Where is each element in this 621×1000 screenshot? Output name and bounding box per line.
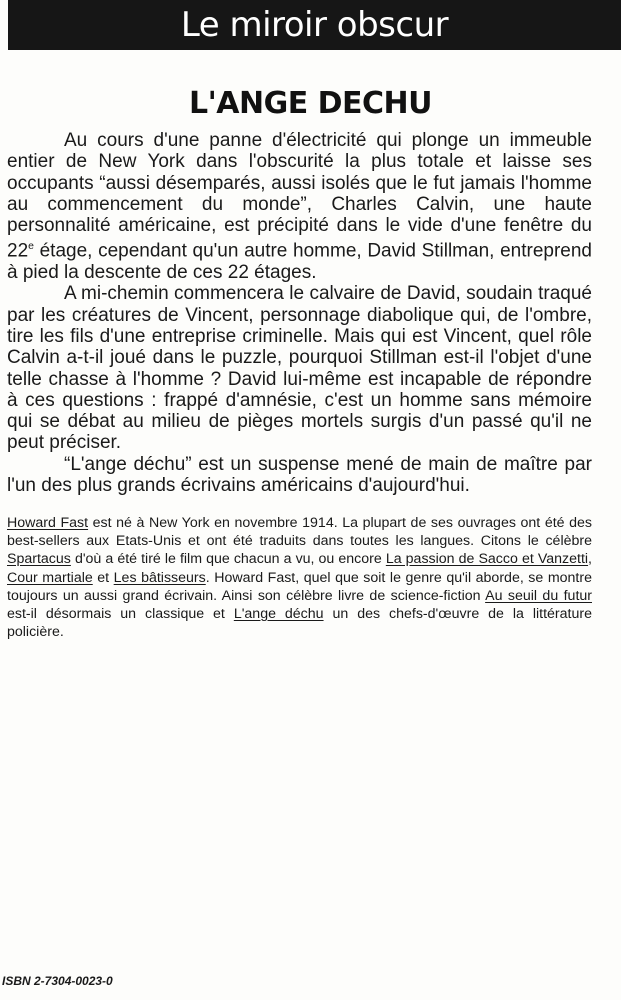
series-name: Le miroir obscur: [180, 5, 449, 45]
bio-text: ,: [588, 551, 592, 568]
work-title: L'ange déchu: [233, 606, 324, 623]
work-title: Les bâtisseurs: [113, 569, 206, 586]
series-banner: [8, 0, 621, 50]
synopsis-paragraph-2: A mi-chemin commencera le calvaire de David, soudain traqué par les créatures de Vincent, personnage diabolique qui, de l'ombre, tire les fils d'une entreprise criminelle. Mais qui est Vincent, quel rôle Calvin a-t-il joué dans le puzzle, pourquoi Stillman est-il l'objet d'une telle chasse à l'homme ? David lui-même est incapable de répondre à ces questions : frappé d'amnésie, c'est un homme sans mémoire qui se débat au milieu de pièges mortels surgis d'un passé qu'il ne peut préciser.: [7, 283, 592, 454]
synopsis-paragraph-3: “L'ange déchu” est un suspense mené de main de maître par l'un des plus grands écrivains américains d'aujourd'hui.: [7, 453, 592, 497]
synopsis-text: étage, cependant qu'un autre homme, David Stillman, entreprend à pied la descente de ces 22 étages.: [7, 240, 592, 284]
bio-text: un des chefs-d'œuvre de la littérature policière.: [7, 606, 592, 641]
work-title: Cour martiale: [7, 569, 93, 586]
synopsis-paragraph-1: [7, 130, 592, 283]
synopsis-text: Au cours d'une panne d'électricité qui plonge un immeuble entier de New York dans l'obscurité la plus totale et laisse ses occupants “aussi désemparés, aussi isolés que le fut jamais l'homme au commencement du monde”, Charles Calvin, une haute personnalité américaine, est précipité dans le vide d'une fenêtre du 22: [7, 130, 592, 262]
author-name: Howard Fast: [7, 515, 89, 531]
superscript: e: [28, 241, 34, 253]
isbn-number: ISBN 2-7304-0023-0: [2, 974, 113, 988]
bio-text: . Howard Fast, quel que soit le genre qu'il aborde, se montre toujours un aussi grand écrivain. Ainsi son célèbre livre de science-fiction: [7, 569, 592, 604]
synopsis: [7, 130, 592, 496]
work-title: La passion de Sacco et Vanzetti: [385, 551, 589, 568]
book-title: L'ANGE DECHU: [188, 86, 433, 121]
bio-text: d'où a été tiré le film que chacun a vu, ou encore: [70, 551, 386, 568]
author-bio: [7, 514, 592, 641]
bio-text: est né à New York en novembre 1914. La plupart de ses ouvrages ont été des best-sellers aux Etats-Unis et ont été traduits dans toutes les langues. Citons le célèbre: [7, 515, 592, 550]
work-title: Au seuil du futur: [485, 587, 592, 604]
bio-text: et: [92, 569, 114, 586]
work-title: Spartacus: [7, 551, 71, 568]
bio-text: est-il désormais un classique et: [7, 606, 234, 623]
author-bio-paragraph: [7, 514, 592, 641]
